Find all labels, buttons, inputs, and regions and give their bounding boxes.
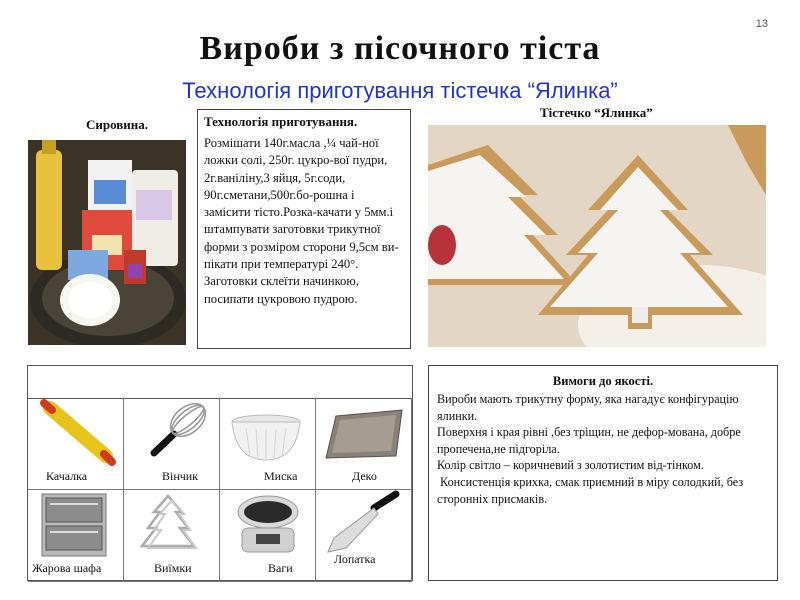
tool-label-spatula: Лопатка	[334, 552, 376, 566]
tool-label-scales: Ваги	[268, 561, 293, 575]
quality-item: Поверхня і края рівні ,без тріщин, не дефор-мована, добре пропечена,не підгоріла.	[437, 425, 741, 456]
page-subtitle: Технологія приготування тістечка “Ялинка”	[182, 78, 618, 103]
cookie-label: Тістечко “Ялинка”	[540, 105, 653, 120]
tool-label-bowl: Миска	[264, 469, 298, 483]
quality-item: Консистенція крихка, смак приємний в міру солодкий, без сторонніх присмаків.	[437, 474, 747, 506]
tool-cell-spatula	[316, 490, 412, 582]
tree-cutter-icon	[124, 490, 220, 560]
tool-cell-cutters	[124, 490, 220, 582]
quality-text	[437, 391, 769, 507]
baking-tray-icon	[316, 398, 412, 468]
tool-cell-baking-tray	[316, 398, 412, 490]
quality-item: Колір світло – коричневий з золотистим від-тінком.	[437, 458, 704, 473]
tool-label-whisk: Вінчик	[162, 469, 199, 483]
technology-title: Технологія приготування.	[204, 114, 358, 129]
tool-label-oven: Жарова шафа	[32, 561, 102, 575]
spatula-icon	[316, 490, 412, 560]
bowl-icon	[220, 398, 316, 468]
quality-title: Вимоги до якості.	[552, 374, 654, 388]
page-number: 13	[755, 18, 768, 30]
tool-cell-whisk	[124, 398, 220, 490]
ingredients-label: Сировина.	[86, 117, 149, 132]
oven-icon	[28, 490, 124, 560]
quality-item: Вироби мають трикутну форму, яка нагадує конфігурацію ялинки.	[437, 392, 739, 423]
whisk-icon	[124, 398, 220, 468]
tool-label-baking-tray: Деко	[352, 469, 377, 483]
technology-text: Розмішати 140г.масла ,¼ чай-ної ложки солі, 250г. цукро-вої пудри, 2г.ваніліну,3 яйця, 5г.соди, 90г.сметани,500г.бо-рошна і замісити тісто.Розка-качати у 5мм.і штампувати заготовки трикутної форми з розміром сторони 9,5см ви-пікати при температурі 240°. Заготовки склеїти начинкою, посипати цукровою пудрою.	[204, 136, 399, 306]
page-title: Вироби з пісочного тіста	[199, 30, 601, 67]
scales-icon	[220, 490, 316, 560]
tool-cell-bowl	[220, 398, 316, 490]
tool-cell-rolling-pin	[28, 398, 124, 490]
tool-label-cutters: Виїмки	[154, 561, 192, 575]
tool-cell-oven	[28, 490, 124, 582]
cookie-photo	[428, 125, 766, 347]
rolling-pin-icon	[28, 398, 124, 468]
quality-box	[428, 365, 778, 581]
tools-table	[27, 365, 413, 581]
tool-label-rolling-pin: Качалка	[46, 469, 88, 483]
ingredients-photo	[28, 140, 186, 345]
technology-box	[197, 109, 411, 349]
tool-cell-scales	[220, 490, 316, 582]
tools-table-header	[28, 366, 412, 399]
